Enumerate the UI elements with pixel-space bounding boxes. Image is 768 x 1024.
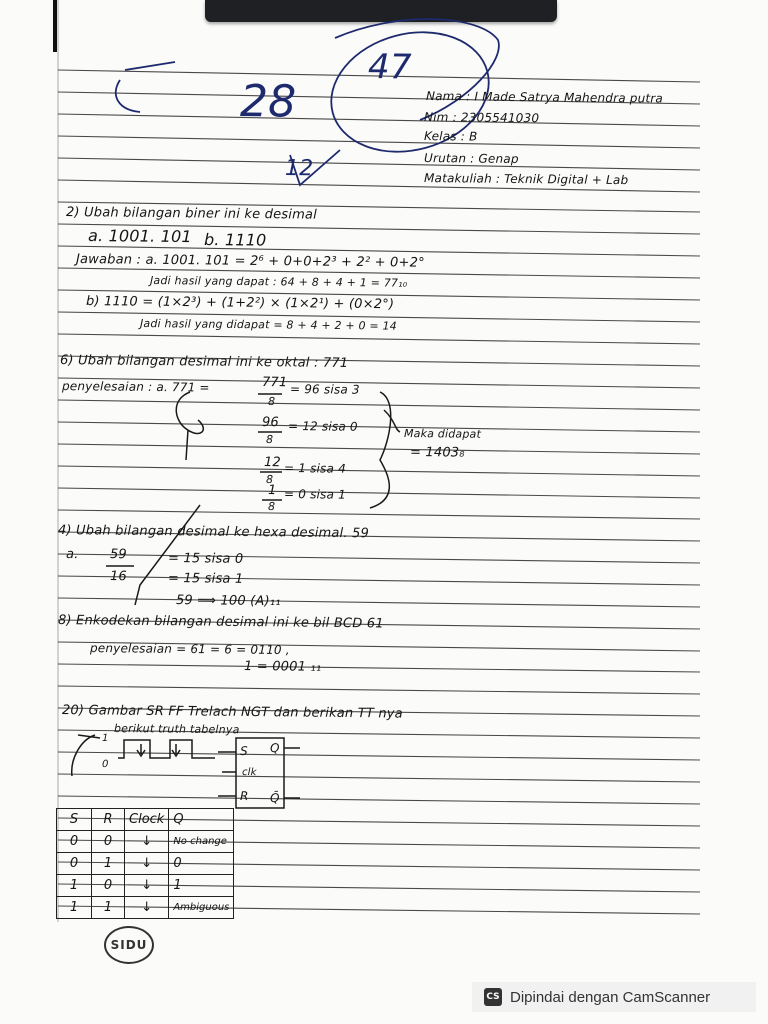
grade-small: 12	[284, 156, 314, 182]
table-cell: 0	[169, 853, 234, 875]
camscanner-watermark	[472, 982, 756, 1012]
q2-b-prompt: b. 1110	[203, 230, 267, 250]
table-cell: ↓	[125, 853, 169, 875]
table-row	[57, 853, 234, 875]
q6-frac4-num: 1	[267, 483, 277, 499]
table-header-cell: Clock	[125, 809, 169, 831]
q6-title: 6) Ubah bilangan desimal ini ke oktal : 771	[59, 353, 349, 372]
ff-s-label: S	[239, 744, 248, 759]
q4-den: 16	[109, 569, 128, 585]
table-cell: 0	[57, 853, 92, 875]
table-cell: 1	[92, 897, 125, 919]
q6-frac2-res: = 12 sisa 0	[287, 419, 358, 434]
q4-line2: = 15 sisa 1	[167, 571, 244, 587]
q2-a-result: Jadi hasil yang dapat : 64 + 8 + 4 + 1 = 77₁₀	[149, 274, 408, 290]
q6-result: = 1403₈	[409, 445, 465, 461]
grade-large: 47	[367, 47, 412, 88]
q6-frac1-den: 8	[267, 395, 276, 409]
camscanner-icon: CS	[484, 988, 502, 1006]
table-header-row	[57, 809, 234, 831]
student-nim: Nim : 2305541030	[423, 110, 540, 126]
q2-b-result: Jadi hasil yang didapat = 8 + 4 + 2 + 0 = 14	[139, 317, 397, 333]
q8-solution: penyelesaian = 61 = 6 = 0110 ,	[89, 641, 290, 658]
student-name: Nama : I Made Satrya Mahendra putra	[425, 89, 664, 106]
q8-line2: 1 = 0001 ₁₁	[243, 659, 322, 675]
table-cell: ↓	[125, 897, 169, 919]
table-cell: 1	[169, 875, 234, 897]
q2-a-answer: Jawaban : a. 1001. 101 = 2⁶ + 0+0+2³ + 2² + 0+2°	[75, 252, 425, 271]
table-header-cell: Q	[169, 809, 234, 831]
table-cell: 0	[92, 831, 125, 853]
q6-frac1-num: 771	[261, 375, 288, 391]
q2-a-prompt: a. 1001. 101	[87, 226, 192, 247]
q6-frac2-num: 96	[261, 415, 280, 431]
q6-frac3-den: 8	[265, 473, 274, 487]
table-header-cell: S	[57, 809, 92, 831]
q6-frac2-den: 8	[265, 433, 274, 447]
ff-clk-label: clk	[241, 767, 257, 779]
table-cell: No change	[169, 831, 234, 853]
q6-frac4-den: 8	[267, 500, 276, 514]
q2-b-answer: b) 1110 = (1×2³) + (1+2²) × (1×2¹) + (0×2°)	[85, 294, 395, 313]
wave-low-label: 0	[101, 759, 109, 771]
q4-title: 4) Ubah bilangan desimal ke hexa desimal. 59	[57, 523, 370, 542]
table-cell: 0	[92, 875, 125, 897]
table-cell: ↓	[125, 831, 169, 853]
table-cell: Ambiguous	[169, 897, 234, 919]
q4-num: 59	[109, 547, 128, 563]
q4-label-a: a.	[65, 547, 79, 563]
table-row	[57, 831, 234, 853]
table-cell: ↓	[125, 875, 169, 897]
q20-subtitle: berikut truth tabelnya	[113, 722, 240, 737]
table-row	[57, 897, 234, 919]
q6-frac1-res: = 96 sisa 3	[289, 382, 360, 397]
ff-r-label: R	[239, 789, 249, 804]
table-cell: 0	[57, 831, 92, 853]
table-cell: 1	[92, 853, 125, 875]
sidu-logo: SIDU	[104, 926, 154, 964]
q6-frac3-res: = 1 sisa 4	[283, 461, 347, 476]
ff-qbar-label: Q̄	[269, 791, 280, 806]
q6-frac3-num: 12	[263, 455, 282, 471]
q20-title: 20) Gambar SR FF Trelach NGT dan berikan TT nya	[61, 703, 403, 722]
camscanner-text: Dipindai dengan CamScanner	[510, 988, 711, 1006]
table-header-cell: R	[92, 809, 125, 831]
q2-title: 2) Ubah bilangan biner ini ke desimal	[65, 205, 318, 223]
ff-q-label: Q	[269, 741, 280, 756]
q6-solution: penyelesaian : a. 771 =	[61, 379, 210, 395]
wave-high-label: 1	[101, 733, 109, 745]
q6-conclusion: Maka didapat	[403, 427, 482, 441]
student-order: Urutan : Genap	[423, 151, 519, 166]
course-name: Matakuliah : Teknik Digital + Lab	[423, 171, 629, 188]
truth-table	[56, 808, 234, 919]
table-cell: 1	[57, 875, 92, 897]
q8-title: 8) Enkodekan bilangan desimal ini ke bil BCD 61	[57, 613, 384, 632]
grade-medium: 28	[239, 76, 297, 128]
table-cell: 1	[57, 897, 92, 919]
q4-line3: 59 ⟹ 100 (A)₁₁	[175, 593, 281, 610]
student-class: Kelas : B	[423, 129, 478, 144]
q4-line1: = 15 sisa 0	[167, 551, 244, 567]
q6-frac4-res: = 0 sisa 1	[283, 487, 347, 502]
table-row	[57, 875, 234, 897]
